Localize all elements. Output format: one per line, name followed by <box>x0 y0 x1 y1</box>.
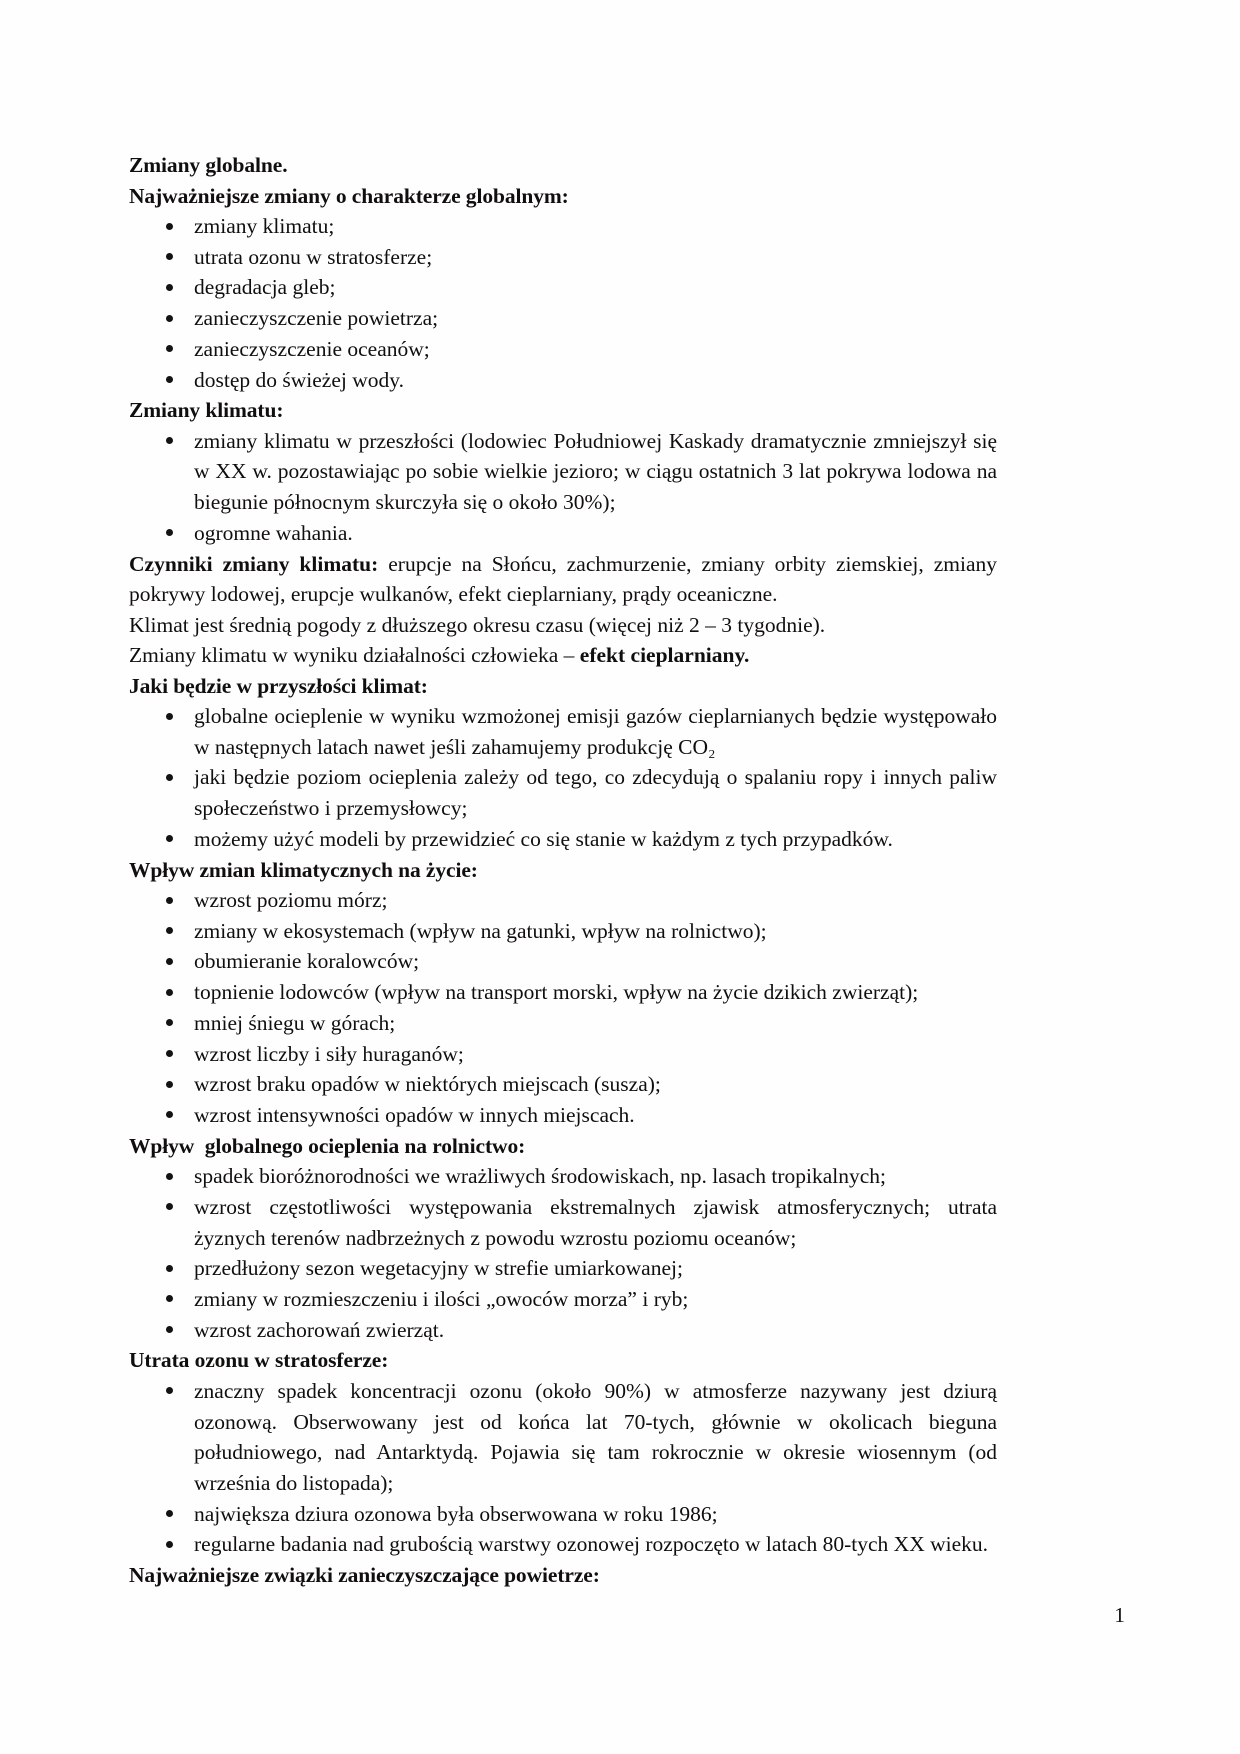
section-wplyw-na-zycie <box>129 855 997 1131</box>
page-title: Zmiany globalne. <box>129 153 288 177</box>
document-body <box>129 150 997 1591</box>
list-item-text: ogromne wahania. <box>194 520 353 545</box>
bullet-list-wplyw-na-rolnictwo <box>129 1161 997 1345</box>
list-item-text: wzrost intensywności opadów w innych miejscach. <box>194 1102 635 1127</box>
bullet-dot-icon <box>166 713 173 720</box>
list-item <box>129 1529 997 1560</box>
section-zmiany-klimatu <box>129 395 997 548</box>
list-item <box>129 1315 997 1346</box>
list-item-text: obumieranie koralowców; <box>194 949 420 974</box>
list-item-text: możemy użyć modeli by przewidzieć co się stanie w każdym z tych przypadków. <box>194 826 893 851</box>
list-item-text: zmiany klimatu; <box>194 214 335 238</box>
list-item-text: wzrost częstotliwości występowania ekstremalnych zjawisk atmosferycznych; utrata żyznych terenów nadbrzeżnych z powodu wzrostu poziomu oceanów; <box>194 1194 997 1250</box>
paragraph-body-text: erupcje na Słońcu, zachmurzenie, zmiany orbity ziemskiej, zmiany pokrywy lodowej, erupcje wulkanów, efekt cieplarniany, prądy oceaniczne. <box>129 551 997 607</box>
list-item <box>129 1192 997 1253</box>
bullet-dot-icon <box>166 1265 173 1272</box>
list-item-text: regularne badania nad grubością warstwy ozonowej rozpoczęto w latach 80-tych XX wieku. <box>194 1532 989 1557</box>
bullet-dot-icon <box>166 1387 173 1394</box>
list-item-text: dostęp do świeżej wody. <box>194 367 404 392</box>
section-heading-wplyw-na-zycie: Wpływ zmian klimatycznych na życie: <box>129 857 478 882</box>
bullet-dot-icon <box>166 315 173 322</box>
list-item <box>129 1376 997 1499</box>
list-item-text: znaczny spadek koncentracji ozonu (około 90%) w atmosferze nazywany jest dziurą ozonową. Obserwowany jest od końca lat 70-tych, głównie w okolicach bieguna południowego, nad Antarktydą. Pojawia się tam rokrocznie w okresie wiosennym (od września do listopada); <box>194 1378 997 1495</box>
paragraph-bold-tail: efekt cieplarniany. <box>579 643 750 668</box>
list-item <box>129 1161 997 1192</box>
bullet-dot-icon <box>166 376 173 383</box>
section-wplyw-na-rolnictwo <box>129 1131 997 1346</box>
bullet-dot-icon <box>166 253 173 260</box>
page-number: 1 <box>1114 1603 1125 1627</box>
list-item <box>129 1499 997 1530</box>
list-item <box>129 885 997 916</box>
list-item <box>129 916 997 947</box>
bullet-dot-icon <box>166 345 173 352</box>
list-item <box>129 211 997 242</box>
list-item-text: topnienie lodowców (wpływ na transport morski, wpływ na życie dzikich zwierząt); <box>194 980 919 1005</box>
section-subheading-najwazniejsze-zmiany: Najważniejsze zmiany o charakterze globalnym: <box>129 183 569 208</box>
paragraph-prefix-text: Zmiany klimatu w wyniku działalności człowieka – <box>129 643 580 668</box>
list-item-text: przedłużony sezon wegetacyjny w strefie umiarkowanej; <box>194 1256 683 1281</box>
bullet-dot-icon <box>166 958 173 965</box>
section-heading-jaki-bedzie-klimat: Jaki będzie w przyszłości klimat: <box>129 673 428 698</box>
list-item-text: mniej śniegu w górach; <box>194 1010 396 1035</box>
bullet-dot-icon <box>166 927 173 934</box>
list-item <box>129 824 997 855</box>
list-item-text: globalne ocieplenie w wyniku wzmożonej emisji gazów cieplarnianych będzie występowało w następnych latach nawet jeśli zahamujemy produkcję CO₂ <box>194 704 997 759</box>
list-item-text: zmiany klimatu w przeszłości (lodowiec Południowej Kaskady dramatycznie zmniejszył się w XX w. pozostawiając po sobie wielkie jezioro; w ciągu ostatnich 3 lat pokrywa lodowa na biegunie północnym skurczyła się o około 30%); <box>194 428 997 515</box>
bullet-dot-icon <box>166 835 173 842</box>
list-item-text: wzrost poziomu mórz; <box>194 888 388 913</box>
list-item-text: wzrost liczby i siły huraganów; <box>194 1041 464 1066</box>
bullet-dot-icon <box>166 1019 173 1026</box>
list-item <box>129 1069 997 1100</box>
section-heading-zwiazki-zanieczyszczajace: Najważniejsze związki zanieczyszczające powietrze: <box>129 1563 600 1588</box>
bullet-list-wplyw-na-zycie <box>129 885 997 1131</box>
list-item <box>129 1008 997 1039</box>
bullet-dot-icon <box>166 1541 173 1548</box>
paragraph-czynniki <box>129 549 997 610</box>
list-item <box>129 762 997 823</box>
list-item-text: spadek bioróżnorodności we wrażliwych środowiskach, np. lasach tropikalnych; <box>194 1164 886 1189</box>
list-item-text: zanieczyszczenie powietrza; <box>194 306 439 331</box>
list-item-text: degradacja gleb; <box>194 275 336 300</box>
section-heading-wplyw-na-rolnictwo: Wpływ globalnego ocieplenia na rolnictwo: <box>129 1133 526 1158</box>
bullet-dot-icon <box>166 529 173 536</box>
bullet-dot-icon <box>166 1510 173 1517</box>
bullet-dot-icon <box>166 1111 173 1118</box>
list-item <box>129 365 997 396</box>
list-item <box>129 303 997 334</box>
section-jaki-bedzie-klimat <box>129 671 997 855</box>
section-heading-utrata-ozonu: Utrata ozonu w stratosferze: <box>129 1348 389 1373</box>
list-item <box>129 1284 997 1315</box>
section-utrata-ozonu <box>129 1345 997 1560</box>
bullet-list-jaki-bedzie-klimat <box>129 701 997 855</box>
list-item <box>129 1253 997 1284</box>
paragraph-lead-label: Czynniki zmiany klimatu: <box>129 551 379 576</box>
section-czynniki-zmiany-klimatu <box>129 549 997 671</box>
list-item-text: zmiany w ekosystemach (wpływ na gatunki, wpływ na rolnictwo); <box>194 918 767 943</box>
bullet-dot-icon <box>166 1203 173 1210</box>
bullet-dot-icon <box>166 897 173 904</box>
bullet-dot-icon <box>166 1050 173 1057</box>
bullet-dot-icon <box>166 1081 173 1088</box>
list-item-text: wzrost zachorowań zwierząt. <box>194 1317 445 1342</box>
list-item <box>129 426 997 518</box>
bullet-dot-icon <box>166 284 173 291</box>
list-item <box>129 242 997 273</box>
list-item <box>129 701 997 762</box>
bullet-dot-icon <box>166 223 173 230</box>
list-item-text: utrata ozonu w stratosferze; <box>194 244 433 269</box>
bullet-dot-icon <box>166 437 173 444</box>
bullet-list-utrata-ozonu <box>129 1376 997 1560</box>
list-item-text: największa dziura ozonowa była obserwowana w roku 1986; <box>194 1501 718 1526</box>
list-item <box>129 1100 997 1131</box>
list-item <box>129 334 997 365</box>
bullet-dot-icon <box>166 774 173 781</box>
section-zmiany-globalne <box>129 150 997 395</box>
list-item <box>129 946 997 977</box>
bullet-dot-icon <box>166 989 173 996</box>
paragraph-efekt-cieplarniany <box>129 640 997 671</box>
section-heading-zmiany-klimatu: Zmiany klimatu: <box>129 398 284 423</box>
section-zwiazki-zanieczyszczajace <box>129 1560 997 1591</box>
bullet-dot-icon <box>166 1173 173 1180</box>
bullet-list-zmiany-klimatu <box>129 426 997 549</box>
list-item-text: zmiany w rozmieszczeniu i ilości „owoców morza” i ryb; <box>194 1286 689 1311</box>
list-item <box>129 1039 997 1070</box>
bullet-list-zmiany-globalne <box>129 211 997 395</box>
list-item-text: jaki będzie poziom ocieplenia zależy od tego, co zdecydują o spalaniu ropy i innych paliw społeczeństwo i przemysłowcy; <box>194 765 997 821</box>
list-item <box>129 272 997 303</box>
list-item-text: wzrost braku opadów w niektórych miejscach (susza); <box>194 1072 661 1097</box>
list-item-text: zanieczyszczenie oceanów; <box>194 336 430 361</box>
bullet-dot-icon <box>166 1295 173 1302</box>
paragraph-klimat-definicja: Klimat jest średnią pogody z dłuższego okresu czasu (więcej niż 2 – 3 tygodnie). <box>129 612 826 637</box>
bullet-dot-icon <box>166 1326 173 1333</box>
list-item <box>129 518 997 549</box>
list-item <box>129 977 997 1008</box>
